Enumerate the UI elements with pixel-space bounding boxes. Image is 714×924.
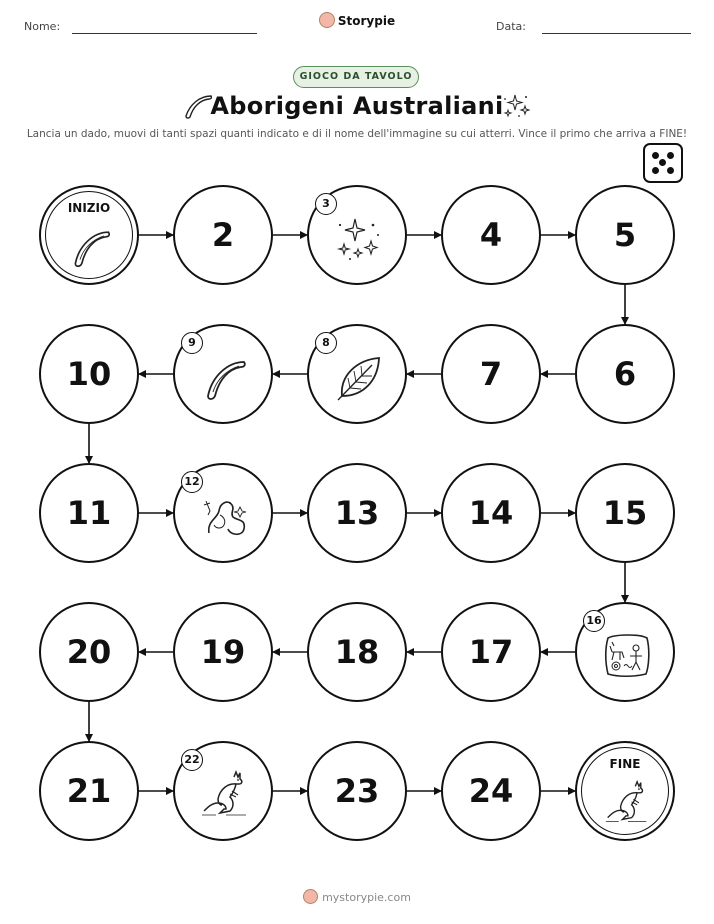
board-space-20: [39, 602, 139, 702]
date-label: Data:: [496, 20, 526, 33]
brand-name: Storypie: [337, 14, 396, 28]
rock-art-icon: [602, 630, 652, 680]
finish-space: [575, 741, 675, 841]
page-title: Aborigeni Australiani: [210, 92, 504, 120]
stars-icon: [334, 213, 384, 263]
board-space-7: [441, 324, 541, 424]
board-space-11: [39, 463, 139, 563]
board-space-15: [575, 463, 675, 563]
board-space-21: [39, 741, 139, 841]
space-number: 20: [66, 633, 112, 671]
board-space-18: [307, 602, 407, 702]
board-space-23: [307, 741, 407, 841]
space-number: 23: [334, 772, 380, 810]
boomerang-icon: [200, 352, 250, 402]
space-number: 2: [211, 216, 235, 254]
board-space-4: [441, 185, 541, 285]
kangaroo-icon: [200, 769, 250, 819]
footer-url: mystorypie.com: [322, 891, 411, 904]
kangaroo-icon: [601, 779, 653, 825]
space-label: INIZIO: [67, 201, 111, 215]
space-number: 6: [613, 355, 637, 393]
board-space-5: [575, 185, 675, 285]
board-space-2: [173, 185, 273, 285]
board-space-22: [173, 741, 273, 841]
space-number: 19: [200, 633, 246, 671]
space-number-badge: 9: [181, 332, 203, 354]
space-label: FINE: [609, 757, 641, 771]
space-number: 5: [613, 216, 637, 254]
category-badge: GIOCO DA TAVOLO: [293, 66, 419, 88]
board-space-24: [441, 741, 541, 841]
space-number: 17: [468, 633, 514, 671]
space-number: 13: [334, 494, 380, 532]
space-number: 15: [602, 494, 648, 532]
board-space-8: [307, 324, 407, 424]
board-space-16: [575, 602, 675, 702]
rainbow-serpent-icon: [200, 491, 250, 541]
space-number: 7: [479, 355, 503, 393]
space-number-badge: 8: [315, 332, 337, 354]
instructions: Lancia un dado, muovi di tanti spazi quanti indicato e di il nome dell'immagine su cui atterri. Vince il primo che arriva a FINE!: [26, 128, 688, 140]
board-space-10: [39, 324, 139, 424]
board-space-9: [173, 324, 273, 424]
space-number: 21: [66, 772, 112, 810]
footer: [0, 889, 714, 904]
space-number-badge: 16: [583, 610, 605, 632]
name-label: Nome:: [24, 20, 61, 33]
board-space-14: [441, 463, 541, 563]
space-number-badge: 3: [315, 193, 337, 215]
board-space-3: [307, 185, 407, 285]
space-number: 10: [66, 355, 112, 393]
space-number: 11: [66, 494, 112, 532]
space-number-badge: 22: [181, 749, 203, 771]
board-space-17: [441, 602, 541, 702]
space-number: 4: [479, 216, 503, 254]
leaf-icon: [334, 352, 384, 402]
boomerang-icon: [65, 223, 117, 269]
board-space-6: [575, 324, 675, 424]
board-space-19: [173, 602, 273, 702]
board-space-12: [173, 463, 273, 563]
storypie-logo-icon: [303, 889, 318, 904]
start-space: [39, 185, 139, 285]
space-number: 24: [468, 772, 514, 810]
space-number: 18: [334, 633, 380, 671]
board-space-13: [307, 463, 407, 563]
space-number: 14: [468, 494, 514, 532]
space-number-badge: 12: [181, 471, 203, 493]
